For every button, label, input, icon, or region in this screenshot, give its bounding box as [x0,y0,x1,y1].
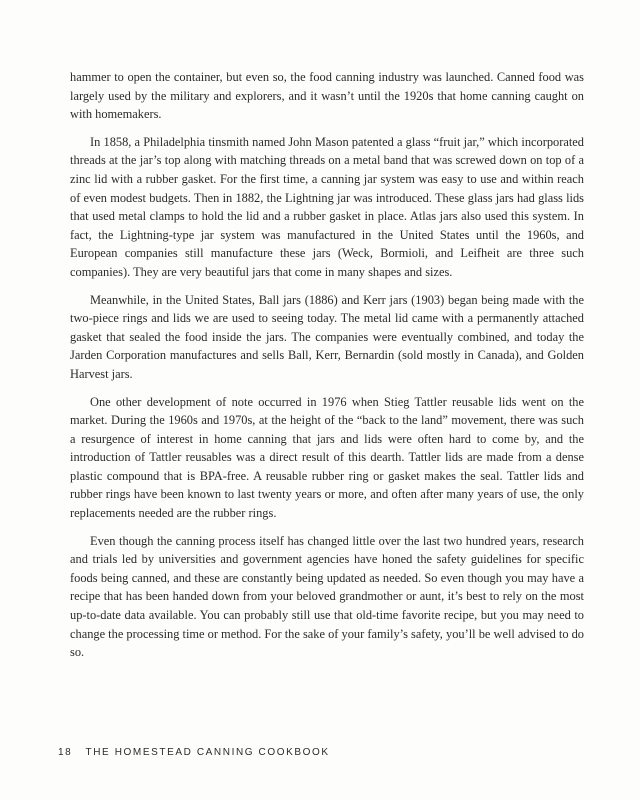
paragraph-continuation: hammer to open the container, but even so, the food canning industry was launched. Canned food was largely used by the military and explorers, and it wasn’t until the 1920s that home canning caught on with homemakers. [70,70,584,122]
paragraph-ball-kerr-jars: Meanwhile, in the United States, Ball jars (1886) and Kerr jars (1903) began being made with the two-piece rings and lids we are used to seeing today. The metal lid came with a permanently attached gasket that sealed the food inside the jars. The companies were eventually combined, and today the Jarden Corporation manufactures and sells Ball, Kerr, Bernardin (sold mostly in Canada), and Golden Harvest jars. [70,292,584,381]
paragraph-safety-guidelines: Even though the canning process itself has changed little over the last two hundred years, research and trials led by universities and government agencies have honed the safety guidelines for specific foods being canned, and these are constantly being updated as needed. So even though you may have a recipe that has been handed down from your beloved grandmother or aunt, it’s best to rely on the most up-to-date data available. You can probably still use that old-time favorite recipe, but you may need to change the processing time or method. For the sake of your family’s safety, you’ll be well advised to do so. [70,533,584,660]
paragraph-tattler-lids: One other development of note occurred in 1976 when Stieg Tattler reusable lids went on the market. During the 1960s and 1970s, at the height of the “back to the land” movement, there was such a resurgence of interest in home canning that jars and lids were often hard to come by, and the introduction of Tattler reusables was a direct result of this dearth. Tattler lids are made from a dense plastic compound that is BPA-free. A reusable rubber ring or gasket makes the seal. Tattler lids and rubber rings have been known to last twenty years or more, and often after many years of use, the only replacements needed are the rubber rings. [70,394,584,521]
page-body [70,68,584,671]
page-footer [58,747,330,758]
page-number: 18 [58,747,73,758]
running-title: THE HOMESTEAD CANNING COOKBOOK [85,747,330,758]
paragraph-mason-jar-history: In 1858, a Philadelphia tinsmith named John Mason patented a glass “fruit jar,” which incorporated threads at the jar’s top along with matching threads on a metal band that was screwed down on top of a zinc lid with a rubber gasket. For the first time, a canning jar system was easy to use and within reach of even modest budgets. Then in 1882, the Lightning jar was introduced. These glass jars had glass lids that used metal clamps to hold the lid and a rubber gasket in place. Atlas jars also used this system. In fact, the Lightning-type jar system was manufactured in the United States until the 1960s, and European companies still manufacture these jars (Weck, Bormioli, and Leifheit are three such companies). They are very beautiful jars that come in many shapes and sizes. [70,134,584,279]
